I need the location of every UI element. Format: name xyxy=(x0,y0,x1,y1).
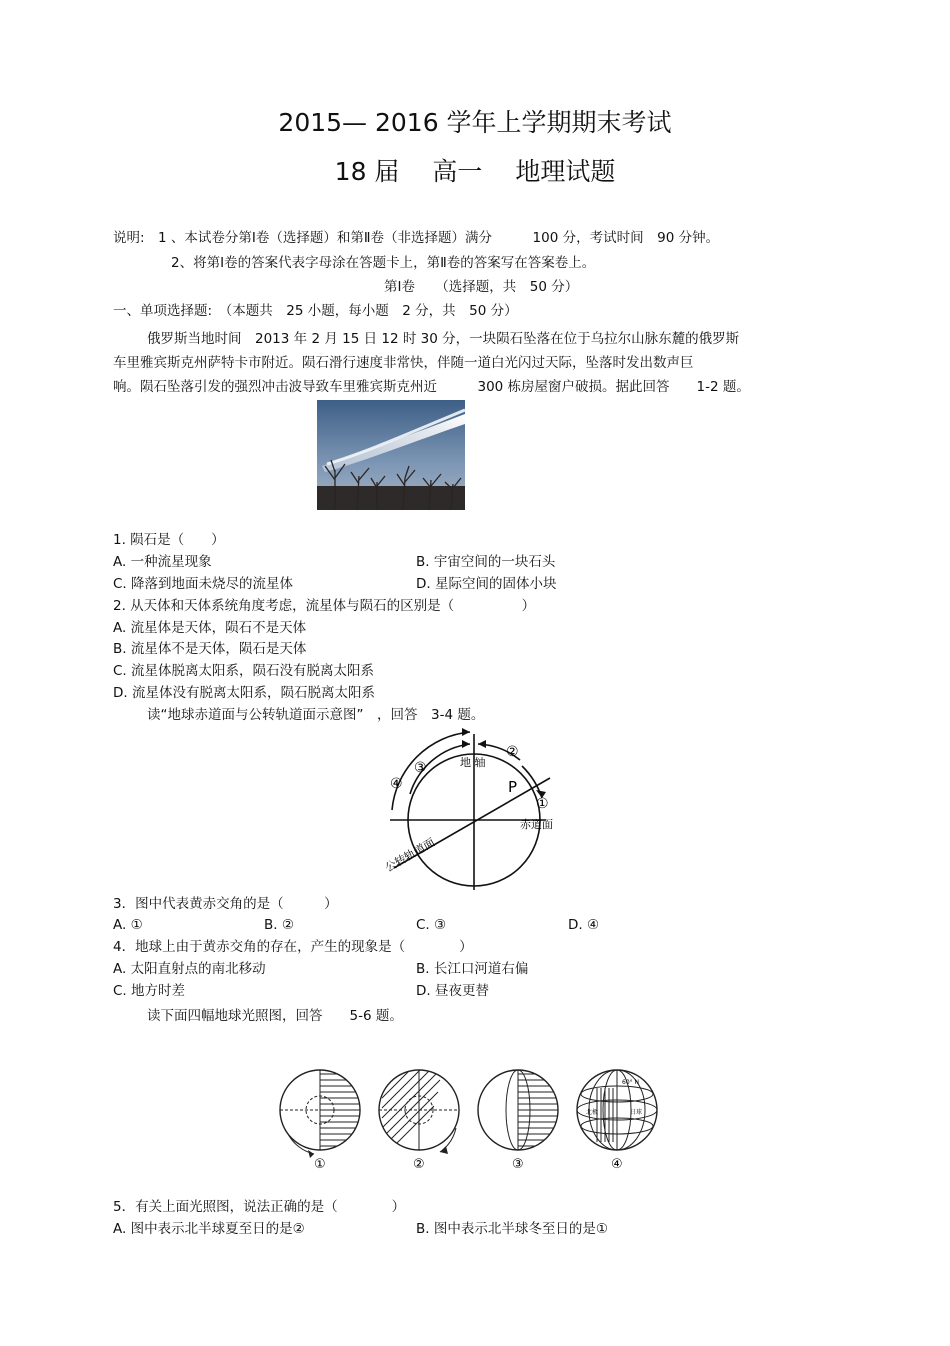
globe-label-1: ① xyxy=(314,1157,326,1172)
night-label: 北极 xyxy=(586,1109,599,1116)
intro-q5-6: 读下面四幅地球光照图，回答 5-6 题。 xyxy=(147,1008,403,1024)
globe-label-2: ② xyxy=(413,1157,425,1172)
q1-option-b: B. 宇宙空间的一块石头 xyxy=(416,554,556,570)
q5-stem: 5．有关上面光照图，说法正确的是（ ） xyxy=(113,1199,406,1215)
globe-4 xyxy=(577,1070,657,1150)
globe-3 xyxy=(478,1070,560,1150)
q5-option-b: B. 图中表示北半球冬至日的是① xyxy=(416,1221,608,1237)
marker-4: ④ xyxy=(390,776,403,792)
q1-option-d: D. 星际空间的固体小块 xyxy=(416,576,557,592)
note-line-2: 2、将第Ⅰ卷的答案代表字母涂在答题卡上，第Ⅱ卷的答案写在答案卷上。 xyxy=(171,255,596,271)
q2-option-a: A. 流星体是天体，陨石不是天体 xyxy=(113,620,307,636)
q4-option-a: A. 太阳直射点的南北移动 xyxy=(113,961,266,977)
meteor-photo xyxy=(317,400,465,510)
note-line-1: 说明: 1 、本试卷分第Ⅰ卷（选择题）和第Ⅱ卷（非选择题）满分 100 分，考试时间 90 分钟。 xyxy=(113,230,720,246)
passage-line-3: 响。陨石坠落引发的强烈冲击波导致车里雅宾斯克州近 300 栋房屋窗户破损。据此回答 1-2 题。 xyxy=(113,379,750,395)
q2-option-d: D. 流星体没有脱离太阳系，陨石脱离太阳系 xyxy=(113,685,375,701)
p-label: P xyxy=(508,778,518,796)
q4-option-c: C. 地方时差 xyxy=(113,983,186,999)
marker-3: ③ xyxy=(414,760,427,776)
q1-option-c: C. 降落到地面未烧尽的流星体 xyxy=(113,576,294,592)
q1-stem: 1. 陨石是（ ） xyxy=(113,532,225,548)
axis-label: 地 轴 xyxy=(460,756,486,769)
q4-option-d: D. 昼夜更替 xyxy=(416,983,489,999)
globe-label-4: ④ xyxy=(611,1157,623,1172)
part1-header: 第Ⅰ卷 （选择题，共 50 分） xyxy=(384,279,579,295)
q5-option-a: A. 图中表示北半球夏至日的是② xyxy=(113,1221,305,1237)
q2-option-c: C. 流星体脱离太阳系，陨石没有脱离太阳系 xyxy=(113,663,375,679)
equator-label: 赤道面 xyxy=(520,818,553,831)
marker-2: ② xyxy=(506,744,519,760)
marker-1: ① xyxy=(536,796,549,812)
globe-1 xyxy=(280,1068,362,1158)
q2-option-b: B. 流星体不是天体，陨石是天体 xyxy=(113,641,307,657)
q3-option-d: D. ④ xyxy=(568,917,600,933)
q3-stem: 3．图中代表黄赤交角的是（ ） xyxy=(113,896,338,912)
exam-title: 2015— 2016 学年上学期期末考试 xyxy=(278,108,672,137)
illumination-diagrams xyxy=(270,1068,680,1174)
q3-option-b: B. ② xyxy=(264,917,294,933)
exam-subtitle: 18 届 高一 地理试题 xyxy=(334,157,616,186)
q4-stem: 4．地球上由于黄赤交角的存在，产生的现象是（ ） xyxy=(113,939,473,955)
q1-option-a: A. 一种流星现象 xyxy=(113,554,212,570)
section-header: 一、单项选择题: （本题共 25 小题，每小题 2 分，共 50 分） xyxy=(113,303,518,319)
q3-option-c: C. ③ xyxy=(416,917,447,933)
globe-2 xyxy=(379,1068,459,1154)
globe-label-3: ③ xyxy=(512,1157,524,1172)
orbit-label: 公转轨道面 xyxy=(383,835,438,875)
passage-line-1: 俄罗斯当地时间 2013 年 2 月 15 日 12 时 30 分，一块陨石坠落在位于乌拉尔山脉东麓的俄罗斯 xyxy=(147,331,740,347)
axial-tilt-diagram xyxy=(370,722,570,894)
q4-option-b: B. 长江口河道右偏 xyxy=(416,961,529,977)
intro-q3-4: 读“地球赤道面与公转轨道面示意图” ，回答 3-4 题。 xyxy=(147,707,485,723)
q3-option-a: A. ① xyxy=(113,917,143,933)
lat-60-label: 60° N xyxy=(622,1079,640,1086)
q2-stem: 2. 从天体和天体系统角度考虑，流星体与陨石的区别是（ ） xyxy=(113,598,536,614)
passage-line-2: 车里雅宾斯克州萨特卡市附近。陨石滑行速度非常快，伴随一道白光闪过天际，坠落时发出数声巨 xyxy=(113,355,694,371)
day-label: 日球 xyxy=(630,1109,643,1116)
